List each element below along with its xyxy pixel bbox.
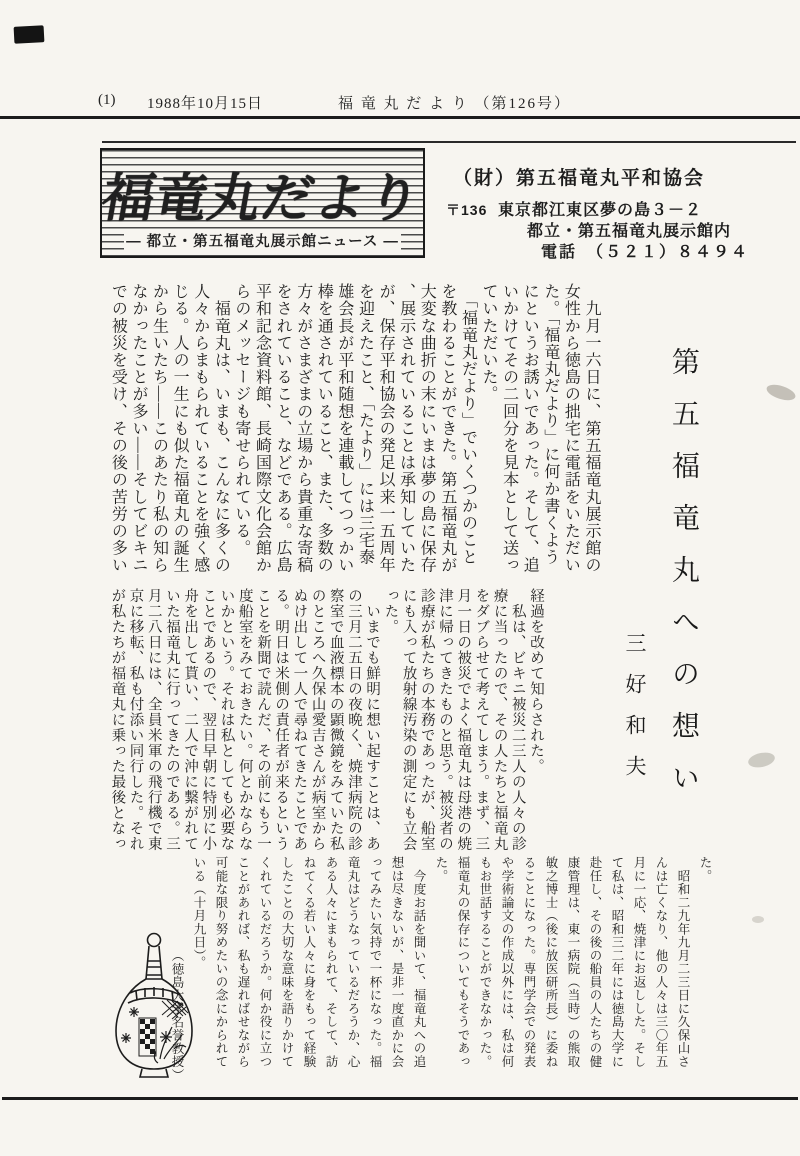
article-body-band-3 <box>170 856 716 1081</box>
issue-date: 1988年10月15日 <box>147 96 264 112</box>
masthead-subtitle-text: — 都立・第五福竜丸展示館ニュース — <box>126 234 399 250</box>
article-paragraph: 私は、ビキニ被災二三人の人々の診療に当ったので、その人たちと福竜丸をダブらせて考えてしまう。まず、三月一日の被災でよく福竜丸は母港の焼津に帰ってきたものと思う。被災者の診療が私たちの本務であったが、船室にも入って放射線汚染の測定にも立会った。 <box>382 588 526 852</box>
masthead-subtitle <box>102 230 423 251</box>
article-body-band-2 <box>108 588 545 852</box>
header-rule <box>0 116 800 119</box>
article-paragraph: 経過を改めて知らされた。 <box>528 588 544 774</box>
scan-smudge <box>765 382 798 404</box>
publisher-name: （財）第五福竜丸平和協会 <box>453 168 706 189</box>
article-paragraph: 九月一六日に、第五福竜丸展示館の女性から徳島の拙宅に電話をいただいた。「福竜丸だより」に何か書くようにというお誘いであった。そして、追いかけてその二回分を見本として送っていただいた。 <box>480 283 600 574</box>
publisher-postal-code: 〒136 <box>446 202 488 218</box>
page-number: (1) <box>98 92 116 108</box>
article-paragraph: た。 <box>698 856 712 883</box>
publisher-phone: 電話 （５２１）８４９４ <box>541 244 750 261</box>
article-paragraph: 「福竜丸だより」でいくつかのことを教わることができた。第五福竜丸が大変な曲折の末にいまは夢の島に保存、展示されていることは承知していたが、保存平和協会の発足以来一五周年を迎えたこと、「たより」には三宅泰雄会長が平和随想を連載してつっかい棒を通されていること、また、多数の方々がさまざまの立場から貴重な寄稿をされていること、などである。広島平和記念資料館、長崎国際文化会館からのメッセージも寄せられている。 <box>232 283 477 574</box>
publisher-address-line2: 都立・第五福竜丸展示館内 <box>527 223 732 240</box>
footer-rule <box>2 1097 798 1100</box>
article-paragraph: 今度お話を聞いて、福竜丸への追想は尽きないが、是非一度直かに会ってみたい気持で一杯になった。福竜丸はどうなっているだろうか、心ある人々にまもられて、そして、訪ねてくる若い人々に身をもって経験したことの大切な意味を語りかけてくれているだろうか。何か役に立つことがあれば、私も遅ればせながら可能な限り努めたいの念にかられている（十月九日）。 <box>192 856 426 1068</box>
masthead-box <box>97 148 426 258</box>
running-head-title: 福 竜 丸 だ よ り （第126号） <box>338 96 572 112</box>
article-body-band-1 <box>104 283 601 574</box>
vase-illustration <box>104 931 204 1081</box>
masthead-title: 福竜丸だより <box>97 171 426 228</box>
article-author: 三好和夫 <box>623 632 647 796</box>
scan-smudge <box>747 750 776 769</box>
publisher-address-line1: 東京都江東区夢の島３－２ <box>498 202 703 219</box>
article-paragraph: いまでも鮮明に想い起すことは、あの三月二五日の夜晩く、焼津病院の診察室で血液標本の顕微鏡をみていた私のところへ久保山愛吉さんが病室からぬけ出して一人で尋ねてきたことである。明日は米側の責任者が来るということを新聞で読んだ、その前にもう一度船室をみておきたい。何とかならないかという。それは私としても必要なことであるので、翌日早朝に特別に小舟を出して貰い、二人で沖に繋がれていた福竜丸に行ってきたのである。三月二八日には、全員米軍の飛行機で東京に移転、私も付添い同行した。それが私たちが福竜丸に乗った最後となっ <box>109 588 381 852</box>
scan-corner-mark <box>14 25 45 44</box>
header-subrule <box>102 141 796 143</box>
article-title: 第五福竜丸への想い <box>668 347 699 815</box>
article-credit: （徳島大学名誉教授） <box>170 948 184 1081</box>
article-paragraph: 福竜丸は、いまも、こんなに多くの人々からまもられていることを強く感じる。人の一生にも似た福竜丸の誕生から生いたち——このあたり私の知らなかったことが多い——そしてビキニでの被災を受け、その後の苦労の多い <box>109 283 230 574</box>
scan-smudge <box>752 916 764 923</box>
article-paragraph: 昭和二九年九月二三日に久保山さんは亡くなり、他の人々は三〇年五月に一応、焼津にお返しした。そして私は、昭和三二年には徳島大学に赴任し、その後の船員の人たちの健康管理は、東一病院（当時）の熊取敏之博士（後に放医研所長）に委ねることになった。専門学会での発表や学術論文の作成以外には、私は何もお世話することができなかった。福竜丸の保存についてもそうであった。 <box>434 856 690 1068</box>
